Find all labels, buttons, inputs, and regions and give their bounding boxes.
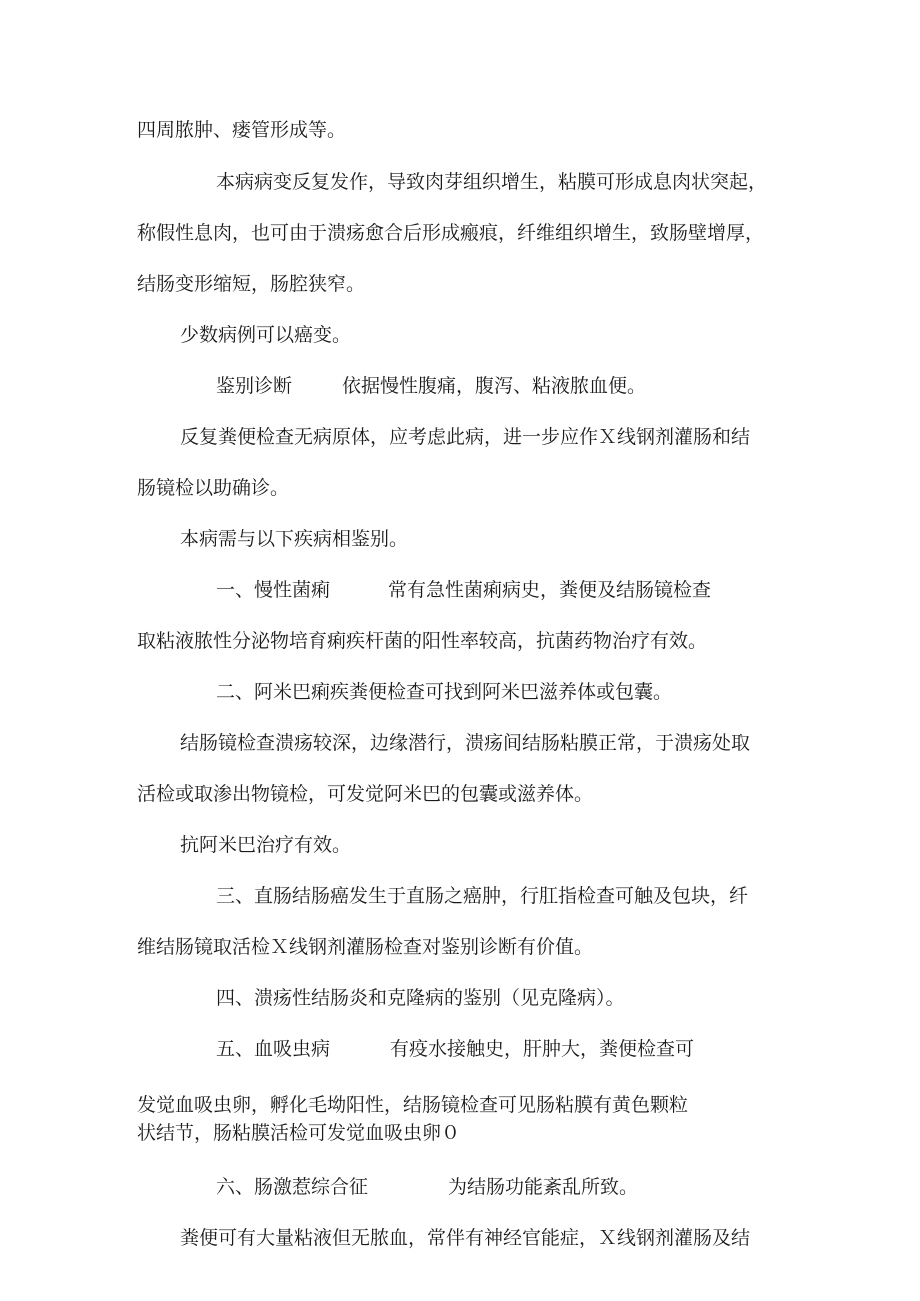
- section-heading: 五、血吸虫病: [216, 1038, 331, 1060]
- paragraph-line: 四、溃疡性结肠炎和克隆病的鉴别（见克隆病）。: [216, 987, 625, 1009]
- paragraph-line: 抗阿米巴治疗有效。: [180, 834, 352, 856]
- paragraph-line: 本病病变反复发作，导致肉芽组织增生，粘膜可形成息肉状突起，: [216, 171, 768, 193]
- paragraph-line: 二、阿米巴痢疾粪便检查可找到阿米巴滋养体或包囊。: [216, 681, 673, 703]
- split-line: [216, 1175, 638, 1199]
- paragraph-line: 发觉血吸虫卵，孵化毛坳阳性，结肠镜检查可见肠粘膜有黄色颗粒: [137, 1094, 689, 1116]
- split-line: [216, 374, 646, 398]
- section-text: 常有急性菌痢病史，粪便及结肠镜检查: [388, 579, 712, 601]
- section-heading: 一、慢性菌痢: [216, 579, 331, 601]
- section-text: 依据慢性腹痛，腹泻、粘液脓血便。: [342, 375, 647, 397]
- paragraph-line: 粪便可有大量粘液但无脓血，常伴有神经官能症，Ｘ线钢剂灌肠及结: [180, 1227, 751, 1249]
- paragraph-line: 状结节，肠粘膜活检可发觉血吸虫卵０: [137, 1122, 461, 1144]
- paragraph-line: 结肠镜检查溃疡较深，边缘潜行，溃疡间结肠粘膜正常，于溃疡处取: [180, 732, 751, 754]
- paragraph-line: 少数病例可以癌变。: [180, 324, 352, 346]
- paragraph-line: 结肠变形缩短，肠腔狭窄。: [137, 273, 366, 295]
- split-line: [216, 1037, 694, 1061]
- section-text: 有疫水接触史，肝肿大，粪便检查可: [390, 1038, 695, 1060]
- section-heading: 鉴别诊断: [216, 375, 293, 397]
- paragraph-line: 肠镜检以助确诊。: [137, 477, 290, 499]
- paragraph-line: 维结肠镜取活检Ｘ线钢剂灌肠检查对鉴别诊断有价值。: [137, 936, 594, 958]
- section-text: 为结肠功能紊乱所致。: [448, 1176, 639, 1198]
- paragraph-line: 取粘液脓性分泌物培育痢疾杆菌的阳性率较高，抗菌药物治疗有效。: [137, 630, 708, 652]
- paragraph-line: 本病需与以下疾病相鉴别。: [180, 528, 409, 550]
- paragraph-line: 反复粪便检查无病原体，应考虑此病，进一步应作Ｘ线钢剂灌肠和结: [180, 426, 751, 448]
- split-line: [216, 578, 711, 602]
- section-heading: 六、肠激惹综合征: [216, 1176, 369, 1198]
- paragraph-line: 三、直肠结肠癌发生于直肠之癌肿，行肛指检查可触及包块，纤: [216, 885, 749, 907]
- paragraph-line: 四周脓肿、瘘管形成等。: [137, 119, 347, 141]
- paragraph-line: 活检或取渗出物镜检，可发觉阿米巴的包囊或滋养体。: [137, 783, 594, 805]
- paragraph-line: 称假性息肉，也可由于溃疡愈合后形成瘢痕，纤维组织增生，致肠壁增厚，: [137, 222, 765, 244]
